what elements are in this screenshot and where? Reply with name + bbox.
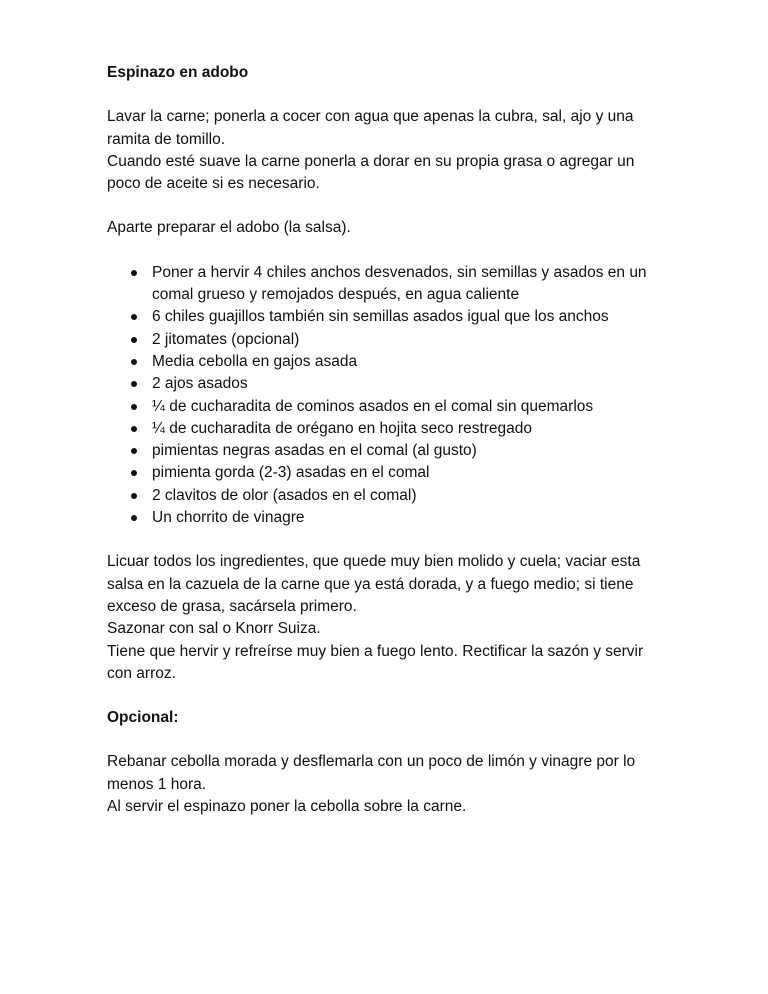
bullet-icon xyxy=(131,448,137,454)
bullet-icon xyxy=(131,381,137,387)
intro-line-2: Cuando esté suave la carne ponerla a dorar en su propia grasa o agregar un poco de aceite si es necesario. xyxy=(107,152,635,193)
ingredient-text: pimientas negras asadas en el comal (al gusto) xyxy=(152,442,477,460)
adobo-heading: Aparte preparar el adobo (la salsa). xyxy=(107,219,351,237)
list-item xyxy=(107,329,667,351)
ingredient-text: 2 ajos asados xyxy=(152,375,248,393)
ingredient-text: ¼ de cucharadita de orégano en hojita seco restregado xyxy=(152,419,533,437)
bullet-icon xyxy=(131,404,137,410)
bullet-icon xyxy=(131,470,137,476)
list-item xyxy=(107,507,667,529)
ingredient-text: Un chorrito de vinagre xyxy=(152,509,305,527)
ingredient-list xyxy=(107,262,667,530)
method-line-3: Tiene que hervir y refreírse muy bien a fuego lento. Rectificar la sazón y servir con arroz. xyxy=(107,642,644,682)
list-item xyxy=(107,306,667,328)
optional-line-2: Al servir el espinazo poner la cebolla sobre la carne. xyxy=(107,798,467,816)
list-item xyxy=(107,396,667,418)
ingredient-text: pimienta gorda (2-3) asadas en el comal xyxy=(152,464,430,482)
optional-line-1: Rebanar cebolla morada y desflemarla con un poco de limón y vinagre por lo menos 1 hora. xyxy=(107,753,636,793)
bullet-icon xyxy=(131,493,137,499)
list-item xyxy=(107,418,667,440)
bullet-icon xyxy=(131,515,137,521)
recipe-title: Espinazo en adobo xyxy=(107,64,249,81)
list-item xyxy=(107,373,667,395)
ingredient-text: Media cebolla en gajos asada xyxy=(152,352,358,370)
intro-paragraph xyxy=(107,106,667,195)
ingredient-text: 2 clavitos de olor (asados en el comal) xyxy=(152,486,417,504)
recipe-document xyxy=(107,62,667,840)
bullet-icon xyxy=(131,270,137,276)
bullet-icon xyxy=(131,359,137,365)
optional-paragraph xyxy=(107,751,667,818)
list-item xyxy=(107,485,667,507)
bullet-icon xyxy=(131,314,137,320)
ingredient-text: 6 chiles guajillos también sin semillas asados igual que los anchos xyxy=(152,308,609,326)
optional-heading: Opcional: xyxy=(107,709,179,727)
ingredient-text: ¼ de cucharadita de cominos asados en el comal sin quemarlos xyxy=(152,397,594,415)
list-item xyxy=(107,462,667,484)
method-paragraph xyxy=(107,551,667,685)
method-line-2: Sazonar con sal o Knorr Suiza. xyxy=(107,620,321,638)
intro-line-1: Lavar la carne; ponerla a cocer con agua que apenas la cubra, sal, ajo y una ramita de tomillo. xyxy=(107,108,634,148)
bullet-icon xyxy=(131,426,137,432)
list-item xyxy=(107,351,667,373)
bullet-icon xyxy=(131,337,137,343)
list-item xyxy=(107,440,667,462)
ingredient-text: 2 jitomates (opcional) xyxy=(152,330,300,348)
method-line-1: Licuar todos los ingredientes, que quede muy bien molido y cuela; vaciar esta salsa en la cazuela de la carne que ya está dorada, y a fuego medio; si tiene exceso de grasa, sacársela primero. xyxy=(107,553,641,615)
ingredient-text: Poner a hervir 4 chiles anchos desvenados, sin semillas y asados en un comal grueso y remojados después, en agua caliente xyxy=(152,263,647,304)
list-item xyxy=(107,262,667,307)
